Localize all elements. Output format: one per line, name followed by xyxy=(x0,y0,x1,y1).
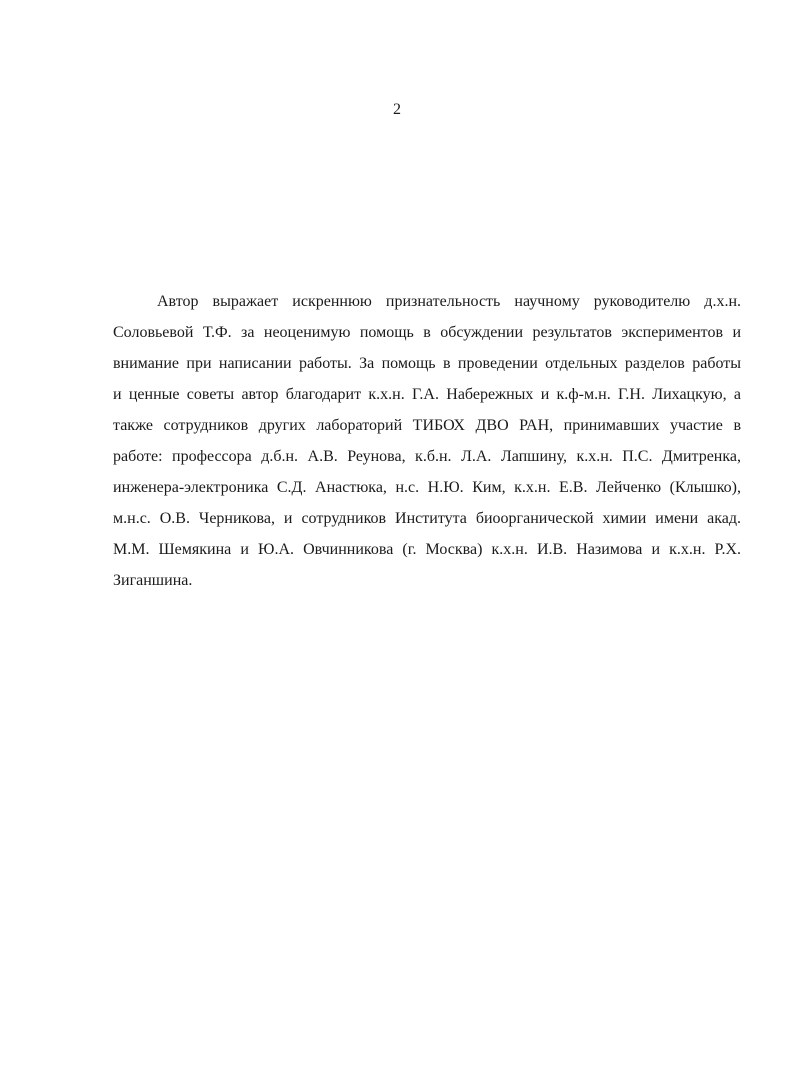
acknowledgment-paragraph xyxy=(113,286,741,596)
paragraph-line: работе: профессора д.б.н. А.В. Реунова, к.б.н. Л.А. Лапшину, к.х.н. П.С. Дмитренка, xyxy=(113,448,741,465)
paragraph-line: м.н.с. О.В. Черникова, и сотрудников Института биоорганической химии имени акад. xyxy=(113,510,741,527)
paragraph-line: Автор выражает искреннюю признательность научному руководителю д.х.н. xyxy=(157,293,741,310)
paragraph-line: также сотрудников других лабораторий ТИБОХ ДВО РАН, принимавших участие в xyxy=(113,417,741,434)
paragraph-line: Зиганшина. xyxy=(113,572,193,589)
page-number: 2 xyxy=(393,101,401,118)
paragraph-line: внимание при написании работы. За помощь в проведении отдельных разделов работы xyxy=(113,355,741,372)
paragraph-line: и ценные советы автор благодарит к.х.н. Г.А. Набережных и к.ф-м.н. Г.Н. Лихацкую, а xyxy=(113,386,741,403)
paragraph-line: инженера-электроника С.Д. Анастюка, н.с. Н.Ю. Ким, к.х.н. Е.В. Лейченко (Клышко), xyxy=(113,479,741,496)
paragraph-line: Соловьевой Т.Ф. за неоценимую помощь в обсуждении результатов экспериментов и xyxy=(113,324,741,341)
paragraph-line: М.М. Шемякина и Ю.А. Овчинникова (г. Москва) к.х.н. И.В. Назимова и к.х.н. Р.Х. xyxy=(113,541,741,558)
